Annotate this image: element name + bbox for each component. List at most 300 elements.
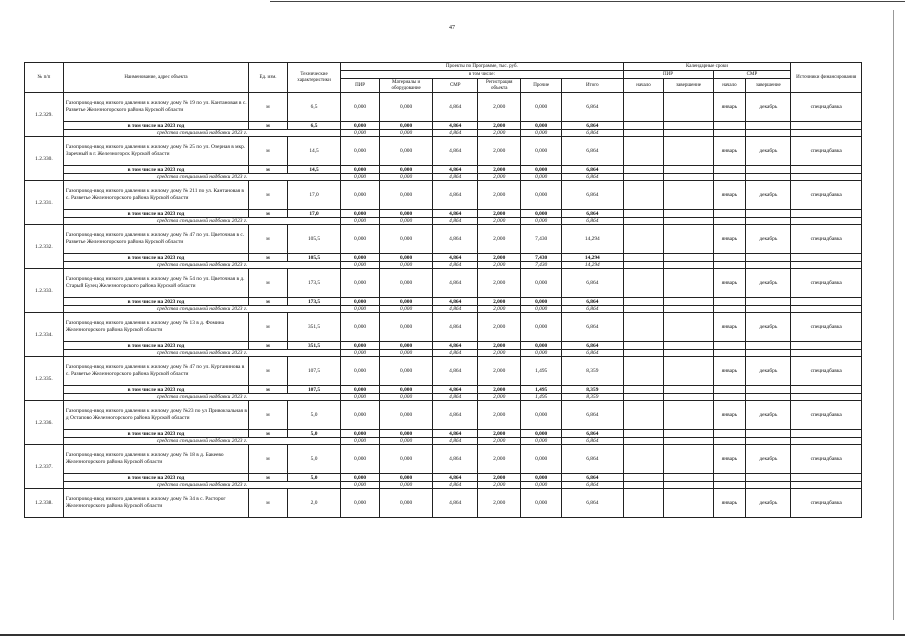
fund-pir: 0,000 bbox=[341, 130, 380, 137]
year-total-pir: 0,000 bbox=[341, 122, 380, 130]
fund-empty bbox=[746, 218, 791, 225]
fund-empty bbox=[713, 482, 746, 489]
bottom-rule bbox=[0, 634, 905, 636]
object-pir: 0,000 bbox=[341, 445, 380, 474]
year-total-registration: 2,000 bbox=[478, 122, 521, 130]
year-total-smr: 4,864 bbox=[433, 298, 478, 306]
header-tech: Технические характеристики bbox=[287, 63, 340, 93]
object-pir-end bbox=[664, 181, 713, 210]
fund-other: 0,000 bbox=[521, 438, 562, 445]
object-materials: 0,000 bbox=[380, 225, 433, 254]
object-pir-start bbox=[623, 181, 664, 210]
year-total-row bbox=[25, 254, 862, 262]
object-pir-start bbox=[623, 357, 664, 386]
year-total-materials: 0,000 bbox=[380, 298, 433, 306]
header-registration: Регистрация объекта bbox=[478, 79, 521, 93]
object-total: 6,864 bbox=[562, 137, 623, 166]
fund-smr: 4,864 bbox=[433, 130, 478, 137]
fund-materials: 0,000 bbox=[380, 130, 433, 137]
fund-other: 0,000 bbox=[521, 130, 562, 137]
object-total: 6,864 bbox=[562, 489, 623, 518]
year-total-pir: 0,000 bbox=[341, 210, 380, 218]
object-pir-start bbox=[623, 445, 664, 474]
fund-empty bbox=[791, 394, 862, 401]
year-total-materials: 0,000 bbox=[380, 122, 433, 130]
object-number: 1.2.333. bbox=[25, 269, 64, 313]
object-smr: 4,864 bbox=[433, 445, 478, 474]
fund-row bbox=[25, 482, 862, 489]
header-incl: в том числе: bbox=[341, 71, 623, 79]
year-total-unit: м bbox=[249, 122, 288, 130]
fund-empty bbox=[791, 262, 862, 269]
object-unit: м bbox=[249, 93, 288, 122]
object-unit: м bbox=[249, 137, 288, 166]
fund-registration: 2,000 bbox=[478, 438, 521, 445]
object-smr-end: декабрь bbox=[746, 181, 791, 210]
year-total-registration: 2,000 bbox=[478, 166, 521, 174]
object-row bbox=[25, 137, 862, 166]
year-total-empty bbox=[713, 342, 746, 350]
fund-smr: 4,864 bbox=[433, 438, 478, 445]
fund-smr: 4,864 bbox=[433, 174, 478, 181]
year-total-pir: 0,000 bbox=[341, 430, 380, 438]
fund-smr: 4,864 bbox=[433, 482, 478, 489]
object-unit: м bbox=[249, 313, 288, 342]
object-name: Газопровод-ввод низкого давления к жилому дому № 54 по ул. Цветочная в д. Старый Бузец Железногорского района Курской области bbox=[63, 269, 248, 298]
object-funding: спецнадбавка bbox=[791, 357, 862, 386]
fund-empty bbox=[791, 218, 862, 225]
header-pir-start: начало bbox=[623, 79, 664, 93]
year-total-pir: 0,000 bbox=[341, 254, 380, 262]
year-total-empty bbox=[746, 254, 791, 262]
fund-label: средства специальной надбавки 2023 г. bbox=[63, 350, 340, 357]
top-rule bbox=[270, 1, 905, 2]
object-smr: 4,864 bbox=[433, 489, 478, 518]
fund-empty bbox=[713, 438, 746, 445]
object-unit: м bbox=[249, 181, 288, 210]
fund-registration: 2,000 bbox=[478, 394, 521, 401]
year-total-empty bbox=[623, 474, 664, 482]
year-total-empty bbox=[791, 210, 862, 218]
fund-registration: 2,000 bbox=[478, 482, 521, 489]
header-smr-start: начало bbox=[713, 79, 746, 93]
object-pir: 0,000 bbox=[341, 489, 380, 518]
object-other: 0,000 bbox=[521, 269, 562, 298]
year-total-empty bbox=[791, 430, 862, 438]
object-funding: спецнадбавка bbox=[791, 269, 862, 298]
object-pir: 0,000 bbox=[341, 269, 380, 298]
year-total-empty bbox=[746, 386, 791, 394]
object-name: Газопровод-ввод низкого давления к жилому дому № 19 по ул. Кантановая в с. Разветье Железногорского района Курской области bbox=[63, 93, 248, 122]
object-name: Газопровод-ввод низкого давления к жилому дому №23 по ул Привокзальная в д Остапово Железногорского района Курской области bbox=[63, 401, 248, 430]
object-funding: спецнадбавка bbox=[791, 401, 862, 430]
fund-empty bbox=[664, 438, 713, 445]
year-total-tech: 14,5 bbox=[287, 166, 340, 174]
object-smr-start: январь bbox=[713, 489, 746, 518]
fund-total: 8,359 bbox=[562, 394, 623, 401]
header-materials: Материалы и оборудование bbox=[380, 79, 433, 93]
year-total-registration: 2,000 bbox=[478, 474, 521, 482]
year-total-empty bbox=[664, 430, 713, 438]
fund-pir: 0,000 bbox=[341, 262, 380, 269]
year-total-pir: 0,000 bbox=[341, 386, 380, 394]
object-smr: 4,864 bbox=[433, 313, 478, 342]
fund-empty bbox=[791, 438, 862, 445]
year-total-empty bbox=[664, 298, 713, 306]
object-total: 14,294 bbox=[562, 225, 623, 254]
object-row bbox=[25, 225, 862, 254]
fund-materials: 0,000 bbox=[380, 394, 433, 401]
header-num: № п/п bbox=[25, 63, 64, 93]
year-total-total: 6,864 bbox=[562, 342, 623, 350]
fund-empty bbox=[623, 262, 664, 269]
year-total-smr: 4,864 bbox=[433, 430, 478, 438]
year-total-tech: 351,5 bbox=[287, 342, 340, 350]
object-smr: 4,864 bbox=[433, 357, 478, 386]
year-total-smr: 4,864 bbox=[433, 254, 478, 262]
year-total-registration: 2,000 bbox=[478, 210, 521, 218]
year-total-registration: 2,000 bbox=[478, 386, 521, 394]
year-total-empty bbox=[746, 298, 791, 306]
year-total-unit: м bbox=[249, 166, 288, 174]
header-smr: СМР bbox=[433, 79, 478, 93]
year-total-empty bbox=[664, 166, 713, 174]
year-total-row bbox=[25, 166, 862, 174]
object-row bbox=[25, 93, 862, 122]
year-total-empty bbox=[664, 342, 713, 350]
object-row bbox=[25, 181, 862, 210]
fund-registration: 2,000 bbox=[478, 174, 521, 181]
object-unit: м bbox=[249, 401, 288, 430]
object-name: Газопровод-ввод низкого давления к жилому дому № 47 по ул. Цветочная в с. Разветье Железногорского района Курской области bbox=[63, 225, 248, 254]
object-pir-start bbox=[623, 269, 664, 298]
year-total-tech: 105,5 bbox=[287, 254, 340, 262]
year-total-total: 6,864 bbox=[562, 166, 623, 174]
object-number: 1.2.334. bbox=[25, 313, 64, 357]
object-smr-start: январь bbox=[713, 225, 746, 254]
object-pir: 0,000 bbox=[341, 357, 380, 386]
year-total-empty bbox=[713, 298, 746, 306]
fund-empty bbox=[623, 394, 664, 401]
fund-other: 0,000 bbox=[521, 218, 562, 225]
year-total-label: в том числе на 2023 год bbox=[63, 210, 248, 218]
year-total-total: 6,864 bbox=[562, 474, 623, 482]
year-total-empty bbox=[623, 254, 664, 262]
object-registration: 2,000 bbox=[478, 401, 521, 430]
year-total-smr: 4,864 bbox=[433, 342, 478, 350]
header-total: Итого bbox=[562, 79, 623, 93]
fund-total: 14,294 bbox=[562, 262, 623, 269]
object-name: Газопровод-ввод низкого давления к жилому дому № 34 в с. Расторог Железногорского района Курской области bbox=[63, 489, 248, 518]
year-total-tech: 17,0 bbox=[287, 210, 340, 218]
object-materials: 0,000 bbox=[380, 445, 433, 474]
year-total-total: 6,864 bbox=[562, 430, 623, 438]
fund-label: средства специальной надбавки 2023 г. bbox=[63, 218, 340, 225]
object-other: 0,000 bbox=[521, 137, 562, 166]
object-number: 1.2.338. bbox=[25, 489, 64, 518]
object-materials: 0,000 bbox=[380, 269, 433, 298]
object-registration: 2,000 bbox=[478, 181, 521, 210]
fund-empty bbox=[746, 306, 791, 313]
fund-pir: 0,000 bbox=[341, 306, 380, 313]
fund-other: 0,000 bbox=[521, 350, 562, 357]
year-total-label: в том числе на 2023 год bbox=[63, 254, 248, 262]
header-funding: Источники финансирования bbox=[791, 63, 862, 93]
object-funding: спецнадбавка bbox=[791, 445, 862, 474]
fund-empty bbox=[746, 174, 791, 181]
year-total-unit: м bbox=[249, 430, 288, 438]
fund-empty bbox=[623, 350, 664, 357]
right-edge-rule bbox=[893, 10, 894, 620]
year-total-pir: 0,000 bbox=[341, 342, 380, 350]
object-total: 6,864 bbox=[562, 445, 623, 474]
fund-empty bbox=[713, 218, 746, 225]
fund-row bbox=[25, 218, 862, 225]
year-total-empty bbox=[791, 122, 862, 130]
year-total-empty bbox=[791, 342, 862, 350]
fund-smr: 4,864 bbox=[433, 350, 478, 357]
fund-row bbox=[25, 306, 862, 313]
fund-other: 7,430 bbox=[521, 262, 562, 269]
object-pir: 0,000 bbox=[341, 137, 380, 166]
year-total-empty bbox=[791, 254, 862, 262]
fund-materials: 0,000 bbox=[380, 306, 433, 313]
object-total: 8,359 bbox=[562, 357, 623, 386]
object-registration: 2,000 bbox=[478, 489, 521, 518]
year-total-materials: 0,000 bbox=[380, 342, 433, 350]
year-total-empty bbox=[664, 474, 713, 482]
year-total-unit: м bbox=[249, 342, 288, 350]
object-other: 0,000 bbox=[521, 401, 562, 430]
year-total-empty bbox=[713, 122, 746, 130]
fund-smr: 4,864 bbox=[433, 394, 478, 401]
year-total-empty bbox=[791, 298, 862, 306]
object-total: 6,864 bbox=[562, 313, 623, 342]
fund-empty bbox=[623, 482, 664, 489]
fund-other: 0,000 bbox=[521, 482, 562, 489]
object-smr: 4,864 bbox=[433, 93, 478, 122]
object-number: 1.2.337. bbox=[25, 445, 64, 489]
year-total-other: 0,000 bbox=[521, 430, 562, 438]
header-pir: ПИР bbox=[341, 79, 380, 93]
year-total-total: 8,359 bbox=[562, 386, 623, 394]
object-name: Газопровод-ввод низкого давления к жилому дому № 25 по ул. Озерная в мкр. Заречный в г. Железногорск Курской области bbox=[63, 137, 248, 166]
header-program: Проекты по Программе, тыс. руб. bbox=[341, 63, 623, 71]
year-total-label: в том числе на 2023 год bbox=[63, 342, 248, 350]
object-funding: спецнадбавка bbox=[791, 225, 862, 254]
object-row bbox=[25, 401, 862, 430]
year-total-other: 1,495 bbox=[521, 386, 562, 394]
object-smr: 4,864 bbox=[433, 401, 478, 430]
object-unit: м bbox=[249, 269, 288, 298]
object-pir-start bbox=[623, 489, 664, 518]
year-total-materials: 0,000 bbox=[380, 210, 433, 218]
fund-row bbox=[25, 438, 862, 445]
object-smr-end: декабрь bbox=[746, 269, 791, 298]
object-tech: 351,5 bbox=[287, 313, 340, 342]
object-materials: 0,000 bbox=[380, 137, 433, 166]
year-total-empty bbox=[746, 342, 791, 350]
object-smr-end: декабрь bbox=[746, 401, 791, 430]
year-total-tech: 6,5 bbox=[287, 122, 340, 130]
object-tech: 2,0 bbox=[287, 489, 340, 518]
object-row bbox=[25, 313, 862, 342]
fund-total: 6,864 bbox=[562, 482, 623, 489]
year-total-empty bbox=[623, 122, 664, 130]
year-total-materials: 0,000 bbox=[380, 474, 433, 482]
year-total-empty bbox=[746, 122, 791, 130]
header-other: Прочие bbox=[521, 79, 562, 93]
year-total-row bbox=[25, 386, 862, 394]
object-smr-start: январь bbox=[713, 93, 746, 122]
object-number: 1.2.330. bbox=[25, 137, 64, 181]
year-total-smr: 4,864 bbox=[433, 474, 478, 482]
header-pir-end: завершение bbox=[664, 79, 713, 93]
fund-empty bbox=[713, 394, 746, 401]
year-total-other: 7,430 bbox=[521, 254, 562, 262]
object-other: 0,000 bbox=[521, 93, 562, 122]
object-total: 6,864 bbox=[562, 181, 623, 210]
fund-empty bbox=[791, 350, 862, 357]
year-total-empty bbox=[623, 342, 664, 350]
year-total-empty bbox=[791, 166, 862, 174]
year-total-empty bbox=[664, 122, 713, 130]
object-name: Газопровод-ввод низкого давления к жилому дому № 211 по ул. Кантановая в с. Разветье Железногорского района Курской области bbox=[63, 181, 248, 210]
fund-empty bbox=[664, 350, 713, 357]
fund-total: 6,864 bbox=[562, 218, 623, 225]
object-smr-start: январь bbox=[713, 181, 746, 210]
object-pir-end bbox=[664, 401, 713, 430]
fund-empty bbox=[664, 394, 713, 401]
object-smr-end: декабрь bbox=[746, 357, 791, 386]
year-total-empty bbox=[713, 210, 746, 218]
year-total-tech: 107,5 bbox=[287, 386, 340, 394]
fund-total: 6,864 bbox=[562, 130, 623, 137]
object-row bbox=[25, 269, 862, 298]
object-smr-end: декабрь bbox=[746, 137, 791, 166]
fund-empty bbox=[713, 174, 746, 181]
fund-label: средства специальной надбавки 2023 г. bbox=[63, 130, 340, 137]
fund-empty bbox=[713, 350, 746, 357]
fund-registration: 2,000 bbox=[478, 306, 521, 313]
object-unit: м bbox=[249, 445, 288, 474]
year-total-empty bbox=[623, 210, 664, 218]
object-registration: 2,000 bbox=[478, 93, 521, 122]
object-smr: 4,864 bbox=[433, 225, 478, 254]
fund-pir: 0,000 bbox=[341, 350, 380, 357]
year-total-label: в том числе на 2023 год bbox=[63, 474, 248, 482]
fund-empty bbox=[664, 262, 713, 269]
year-total-row bbox=[25, 430, 862, 438]
object-tech: 105,5 bbox=[287, 225, 340, 254]
object-tech: 6,5 bbox=[287, 93, 340, 122]
object-pir-start bbox=[623, 137, 664, 166]
fund-empty bbox=[713, 262, 746, 269]
fund-empty bbox=[746, 262, 791, 269]
object-number: 1.2.332. bbox=[25, 225, 64, 269]
year-total-total: 6,864 bbox=[562, 210, 623, 218]
object-number: 1.2.335. bbox=[25, 357, 64, 401]
object-pir-end bbox=[664, 313, 713, 342]
fund-smr: 4,864 bbox=[433, 262, 478, 269]
fund-registration: 2,000 bbox=[478, 218, 521, 225]
year-total-smr: 4,864 bbox=[433, 210, 478, 218]
year-total-empty bbox=[623, 430, 664, 438]
object-pir-end bbox=[664, 489, 713, 518]
object-smr-start: январь bbox=[713, 357, 746, 386]
object-registration: 2,000 bbox=[478, 445, 521, 474]
fund-empty bbox=[664, 130, 713, 137]
fund-smr: 4,864 bbox=[433, 306, 478, 313]
fund-row bbox=[25, 394, 862, 401]
object-unit: м bbox=[249, 489, 288, 518]
fund-registration: 2,000 bbox=[478, 262, 521, 269]
object-pir-end bbox=[664, 225, 713, 254]
year-total-empty bbox=[713, 430, 746, 438]
year-total-unit: м bbox=[249, 210, 288, 218]
object-smr: 4,864 bbox=[433, 269, 478, 298]
year-total-materials: 0,000 bbox=[380, 430, 433, 438]
year-total-materials: 0,000 bbox=[380, 254, 433, 262]
year-total-unit: м bbox=[249, 254, 288, 262]
object-smr-end: декабрь bbox=[746, 93, 791, 122]
year-total-empty bbox=[713, 166, 746, 174]
fund-materials: 0,000 bbox=[380, 174, 433, 181]
object-tech: 107,5 bbox=[287, 357, 340, 386]
object-registration: 2,000 bbox=[478, 225, 521, 254]
fund-empty bbox=[664, 174, 713, 181]
year-total-empty bbox=[623, 386, 664, 394]
object-tech: 14,5 bbox=[287, 137, 340, 166]
header-cal-pir: ПИР bbox=[623, 71, 713, 79]
year-total-other: 0,000 bbox=[521, 210, 562, 218]
object-pir-start bbox=[623, 225, 664, 254]
year-total-tech: 5,0 bbox=[287, 430, 340, 438]
year-total-row bbox=[25, 474, 862, 482]
year-total-total: 6,864 bbox=[562, 298, 623, 306]
fund-other: 0,000 bbox=[521, 306, 562, 313]
year-total-empty bbox=[713, 254, 746, 262]
fund-total: 6,864 bbox=[562, 306, 623, 313]
object-materials: 0,000 bbox=[380, 489, 433, 518]
header-name: Наименование, адрес объекта bbox=[63, 63, 248, 93]
fund-row bbox=[25, 350, 862, 357]
object-name: Газопровод-ввод низкого давления к жилому дому № 47 по ул. Курганинова в с. Разветье Железногорского района Курской области bbox=[63, 357, 248, 386]
year-total-tech: 5,0 bbox=[287, 474, 340, 482]
fund-total: 6,864 bbox=[562, 174, 623, 181]
year-total-empty bbox=[746, 474, 791, 482]
object-materials: 0,000 bbox=[380, 401, 433, 430]
object-pir: 0,000 bbox=[341, 181, 380, 210]
header-cal-smr: СМР bbox=[713, 71, 791, 79]
fund-empty bbox=[746, 394, 791, 401]
fund-row bbox=[25, 130, 862, 137]
fund-empty bbox=[746, 438, 791, 445]
year-total-empty bbox=[746, 210, 791, 218]
object-smr-start: январь bbox=[713, 137, 746, 166]
object-smr-start: январь bbox=[713, 401, 746, 430]
year-total-empty bbox=[746, 166, 791, 174]
object-registration: 2,000 bbox=[478, 269, 521, 298]
object-number: 1.2.336. bbox=[25, 401, 64, 445]
object-pir-end bbox=[664, 137, 713, 166]
fund-registration: 2,000 bbox=[478, 130, 521, 137]
fund-label: средства специальной надбавки 2023 г. bbox=[63, 394, 340, 401]
year-total-empty bbox=[623, 166, 664, 174]
object-other: 1,495 bbox=[521, 357, 562, 386]
object-smr-start: январь bbox=[713, 269, 746, 298]
object-unit: м bbox=[249, 357, 288, 386]
